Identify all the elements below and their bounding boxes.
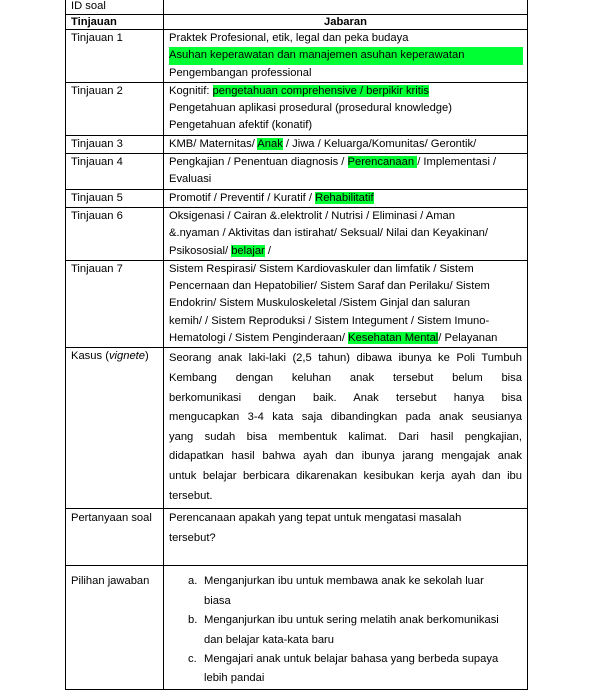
option-line: Menganjurkan ibu untuk membawa anak ke sekolah luar xyxy=(204,575,484,588)
header-row xyxy=(66,15,528,30)
content-text: KMB/ Maternitas/ xyxy=(169,137,258,150)
content-line xyxy=(169,261,522,278)
content-text: Pengetahuan aplikasi prosedural (prosedural knowledge) xyxy=(169,102,452,115)
content-line xyxy=(169,47,523,64)
kasus-text xyxy=(164,348,528,509)
tinjauan-label: Tinjauan 6 xyxy=(66,207,164,260)
option-line: dan belajar kata-kata baru xyxy=(204,633,334,646)
content-line xyxy=(169,330,522,347)
content-text: &.nyaman / Aktivitas dan istirahat/ Seksual/ Nilai dan Keyakinan/ xyxy=(169,227,489,240)
tinjauan-row xyxy=(66,135,528,153)
kasus-line: untuk belajar berbicara dikarenakan kesibukan kerja ayah dan ibu xyxy=(169,469,522,482)
tinjauan-label: Tinjauan 4 xyxy=(66,154,164,190)
soal-table xyxy=(65,0,528,690)
content-line xyxy=(169,243,522,260)
kasus-line: berkomunikasi dengan baik. Anak tersebut hanya bisa xyxy=(169,391,522,404)
tinjauan-content xyxy=(164,207,528,260)
content-text: Endokrin/ Sistem Muskuloskeletal /Sistem Ginjal dan saluran xyxy=(169,297,470,310)
tinjauan-content xyxy=(164,189,528,207)
content-text: kemih/ / Sistem Reproduksi / Sistem Integument / Sistem Imuno- xyxy=(169,314,490,327)
tinjauan-label: Tinjauan 7 xyxy=(66,260,164,347)
highlighted-text: Anak xyxy=(257,137,283,150)
content-text: / xyxy=(264,244,271,257)
content-line xyxy=(169,171,522,188)
option-line: Mengajari anak untuk belajar bahasa yang berbeda supaya xyxy=(204,652,499,665)
content-line xyxy=(169,30,522,47)
tinjauan-label: Tinjauan 1 xyxy=(66,30,164,83)
tinjauan-row xyxy=(66,189,528,207)
answer-option xyxy=(169,572,522,611)
content-text: / Pelayanan xyxy=(438,332,498,345)
tinjauan-row xyxy=(66,82,528,135)
kasus-line: didapatkan hasil bahwa ayah dan ibunya jarang mengajak anak xyxy=(169,450,522,463)
content-text: Pengetahuan afektif (konatif) xyxy=(169,119,313,132)
option-marker: c. xyxy=(188,652,197,665)
answer-option xyxy=(169,611,522,650)
content-text: Pengembangan professional xyxy=(169,66,312,79)
content-line xyxy=(169,313,522,330)
header-jabaran: Jabaran xyxy=(164,15,528,30)
content-text: Pencernaan dan Hepatobilier/ Sistem Saraf dan Perilaku/ Sistem xyxy=(169,280,490,293)
soal-sheet xyxy=(65,0,527,690)
highlighted-text: Kesehatan Mental xyxy=(348,332,439,345)
content-text: Pengkajian / Penentuan diagnosis / xyxy=(169,156,348,169)
tinjauan-row xyxy=(66,207,528,260)
pilihan-row xyxy=(66,566,528,689)
tinjauan-row xyxy=(66,154,528,190)
content-line xyxy=(169,65,522,82)
option-line: biasa xyxy=(204,594,231,607)
kasus-line: mengucapkan 3-4 kata saja dibandingkan pada anak seusianya xyxy=(169,411,522,424)
tinjauan-label: Tinjauan 5 xyxy=(66,189,164,207)
content-line xyxy=(169,295,522,312)
content-line xyxy=(169,100,522,117)
content-line xyxy=(169,278,522,295)
content-line xyxy=(169,190,522,207)
tinjauan-label: Tinjauan 3 xyxy=(66,135,164,153)
content-line xyxy=(169,225,522,242)
id-soal-row xyxy=(66,0,528,15)
kasus-line: Kembang dengan keluhan anak tersebut belum bisa xyxy=(169,371,522,384)
content-text: Praktek Profesional, etik, legal dan peka budaya xyxy=(169,32,409,44)
content-text: Promotif / Preventif / Kuratif / xyxy=(169,191,316,204)
option-line: Menganjurkan ibu untuk sering melatih anak berkomunikasi xyxy=(204,614,499,627)
highlighted-text: Perencanaan xyxy=(347,156,418,169)
kasus-label-em: vignete xyxy=(108,350,146,363)
tinjauan-label: Tinjauan 2 xyxy=(66,82,164,135)
tinjauan-content xyxy=(164,82,528,135)
id-soal-value xyxy=(164,0,528,15)
tinjauan-content xyxy=(164,154,528,190)
answer-option xyxy=(169,650,522,689)
kasus-label-prefix: Kasus ( xyxy=(71,350,109,363)
kasus-label xyxy=(66,348,164,509)
content-line xyxy=(169,83,522,100)
tinjauan-content xyxy=(164,30,528,83)
content-text: Kognitif: xyxy=(169,84,213,97)
kasus-line: tersebut. xyxy=(169,489,213,502)
highlighted-text: Rehabilitatif xyxy=(315,191,374,204)
header-tinjauan: Tinjauan xyxy=(66,15,164,30)
pilihan-options xyxy=(164,566,528,689)
content-line xyxy=(169,208,522,225)
pilihan-list xyxy=(169,572,522,688)
option-marker: a. xyxy=(188,575,198,588)
highlighted-text: belajar xyxy=(231,244,265,257)
content-text: Oksigenasi / Cairan &.elektrolit / Nutrisi / Eliminasi / Aman xyxy=(169,209,456,222)
option-line: lebih pandai xyxy=(204,672,265,685)
kasus-label-suffix: ) xyxy=(145,350,149,363)
tinjauan-row xyxy=(66,260,528,347)
content-line xyxy=(169,136,522,153)
pilihan-label: Pilihan jawaban xyxy=(66,566,164,689)
pertanyaan-row xyxy=(66,509,528,566)
content-line xyxy=(169,117,522,134)
content-text: Hematologi / Sistem Penginderaan/ xyxy=(169,332,349,345)
pertanyaan-line: Perencanaan apakah yang tepat untuk mengatasi masalah xyxy=(169,512,462,525)
content-text: Asuhan keperawatan dan manajemen asuhan keperawatan xyxy=(169,49,465,62)
content-text: Evaluasi xyxy=(169,173,212,186)
content-text: / Implementasi / xyxy=(417,156,497,169)
pertanyaan-label: Pertanyaan soal xyxy=(66,509,164,566)
kasus-line: yang sudah bisa membentuk kalimat. Dari hasil pengkajian, xyxy=(169,430,522,443)
content-text: Psikososial/ xyxy=(169,244,232,257)
pertanyaan-line: tersebut? xyxy=(169,531,216,544)
id-soal-label: ID soal xyxy=(66,0,164,15)
kasus-line: Seorang anak laki-laki (2,5 tahun) dibawa ibunya ke Poli Tumbuh xyxy=(169,352,522,365)
tinjauan-content xyxy=(164,135,528,153)
content-text: / Jiwa / Keluarga/Komunitas/ Gerontik/ xyxy=(282,137,477,150)
content-text: Sistem Respirasi/ Sistem Kardiovaskuler dan limfatik / Sistem xyxy=(169,262,474,275)
tinjauan-row xyxy=(66,30,528,83)
content-line xyxy=(169,154,522,171)
option-marker: b. xyxy=(188,614,198,627)
tinjauan-content xyxy=(164,260,528,347)
kasus-row xyxy=(66,348,528,509)
highlighted-text: pengetahuan comprehensive / berpikir kritis xyxy=(212,84,429,97)
pertanyaan-text xyxy=(164,509,528,566)
